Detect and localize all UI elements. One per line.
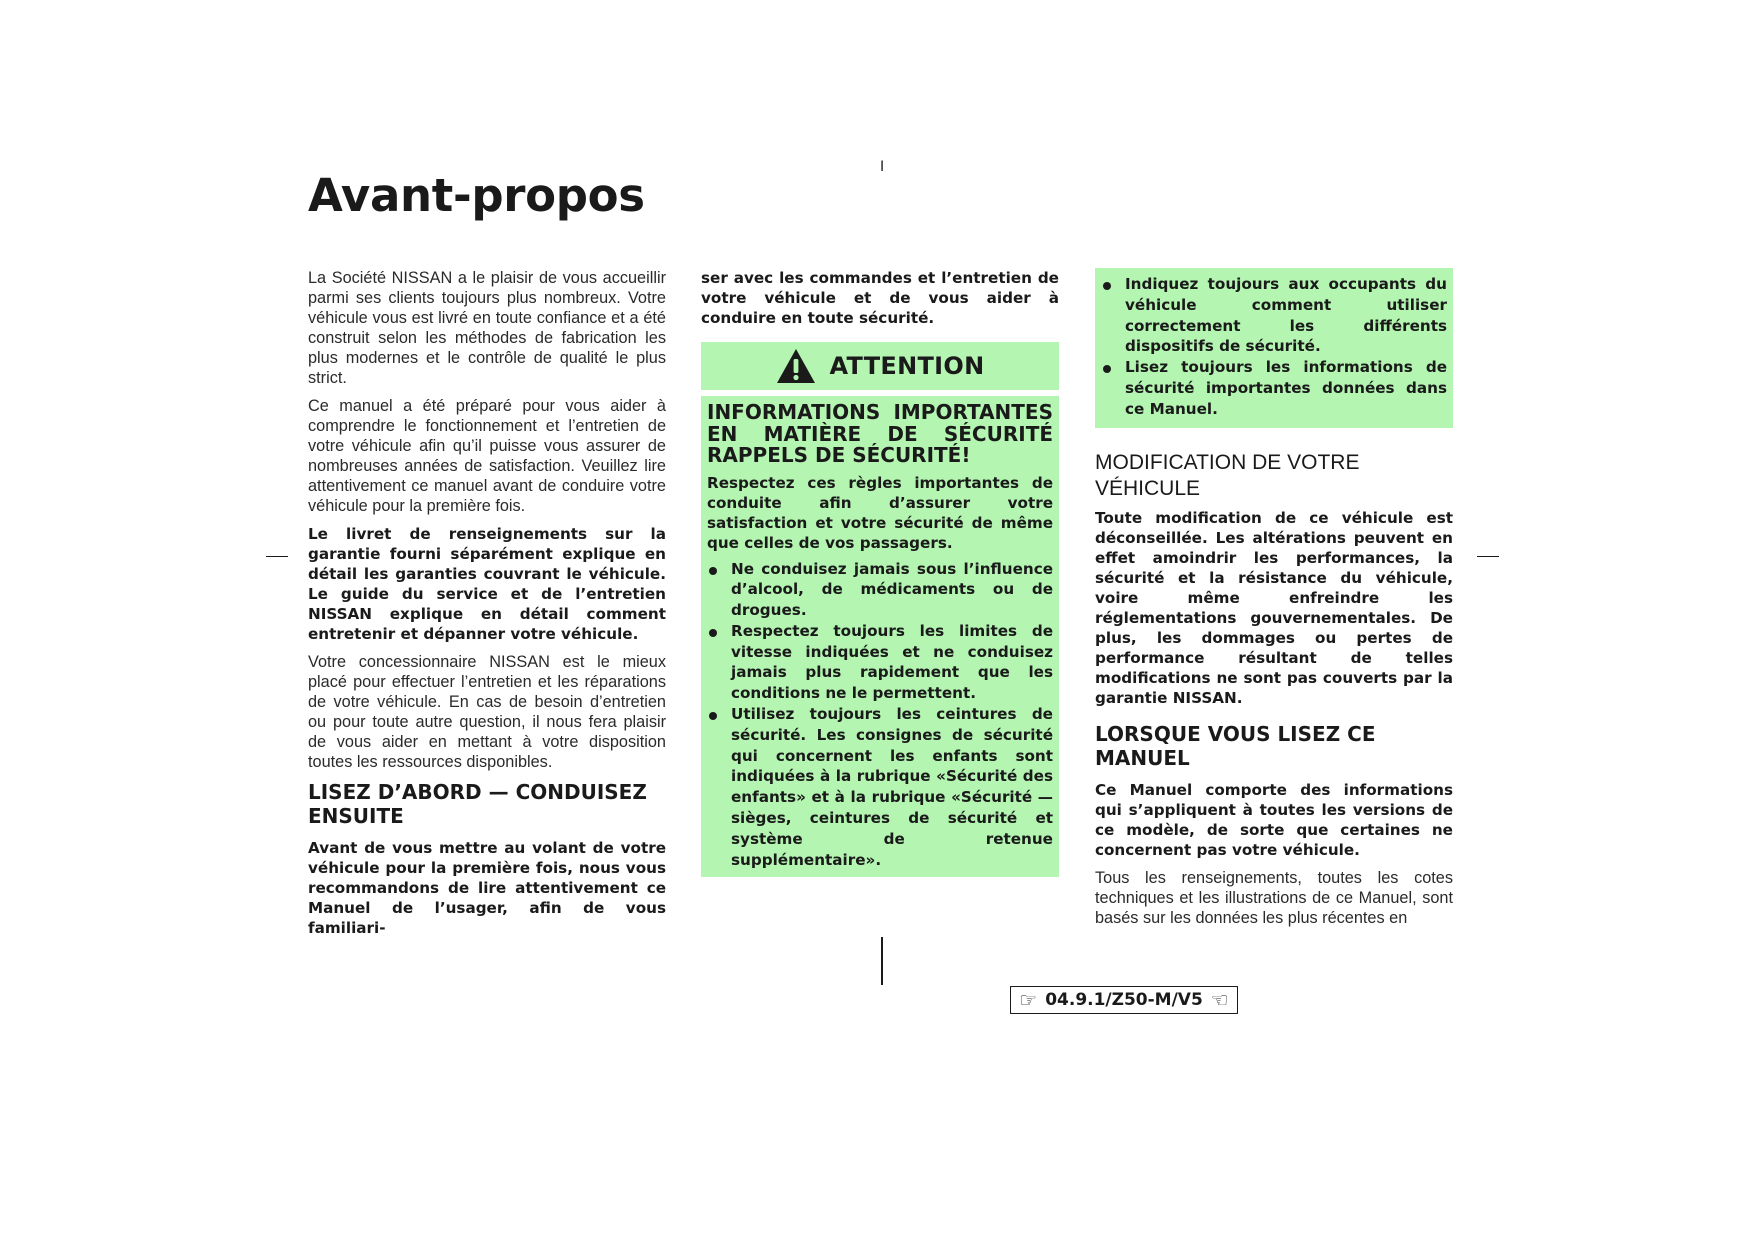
document-code: 04.9.1/Z50-M/V5 <box>1045 990 1203 1010</box>
safety-bullet-list <box>707 559 1053 871</box>
margin-tick-right <box>1477 556 1499 557</box>
bullet-dot-icon <box>709 629 717 637</box>
margin-tick-left <box>266 556 288 557</box>
column-3 <box>1095 268 1453 936</box>
attention-label: ATTENTION <box>829 352 985 380</box>
intro-paragraph: La Société NISSAN a le plaisir de vous accueillir parmi ses clients toujours plus nombreux. Votre véhicule vous est livré en toute confiance et a été construit selon les méthodes de fabrication les plus modernes et le contrôle de qualité le plus strict. <box>308 269 666 387</box>
dealer-paragraph: Votre concessionnaire NISSAN est le mieux placé pour effectuer l’entretien et les réparations de votre véhicule. En cas de besoin d’entretien ou pour toute autre question, il nous fera plaisir de vous aider en mettant à votre disposition toutes les ressources disponibles. <box>308 653 666 771</box>
read-first-paragraph: Avant de vous mettre au volant de votre véhicule pour la première fois, nous vous recommandons de lire attentivement ce Manuel de l’usager, afin de vous familiari- <box>308 839 666 937</box>
column-1 <box>308 268 666 946</box>
center-rule <box>881 937 883 985</box>
warranty-paragraph: Le livret de renseignements sur la garantie fourni séparément explique en détail les garanties couvrant le véhicule. Le guide du service et de l’entretien NISSAN explique en détail comment entretenir et dépanner votre véhicule. <box>308 525 666 643</box>
list-item: Ne conduisez jamais sous l’influence d’alcool, de médicaments ou de drogues. <box>707 559 1053 621</box>
bullet-dot-icon <box>1103 282 1111 290</box>
list-item: Utilisez toujours les ceintures de sécurité. Les consignes de sécurité qui concernent les enfants sont indiquées à la rubrique «Sécurité des enfants» et à la rubrique «Sécurité — sièges, ceintures de sécurité et système de retenue supplémentaire». <box>707 704 1053 870</box>
list-item: Lisez toujours les informations de sécurité importantes données dans ce Manuel. <box>1101 357 1447 419</box>
list-item: Respectez toujours les limites de vitesse indiquées et ne conduisez jamais plus rapidement que les conditions ne le permettent. <box>707 621 1053 704</box>
safety-bullet-list-continued <box>1101 274 1447 420</box>
section-heading-modification: MODIFICATION DE VOTRE VÉHICULE <box>1095 450 1360 500</box>
bullet-dot-icon <box>709 567 717 575</box>
bullet-dot-icon <box>1103 365 1111 373</box>
manual-purpose-paragraph: Ce manuel a été préparé pour vous aider à comprendre le fonctionnement et l’entretien de votre véhicule afin qu’il puisse vous assurer de nombreuses années de satisfaction. Veuillez lire attentivement ce manuel avant de conduire votre véhicule pour la première fois. <box>308 397 666 515</box>
reading-manual-paragraph: Ce Manuel comporte des informations qui s’appliquent à toutes les versions de ce modèle, de sorte que certaines ne concernent pas votre véhicule. <box>1095 780 1453 859</box>
list-item: Indiquez toujours aux occupants du véhicule comment utiliser correctement les différents dispositifs de sécurité. <box>1101 274 1447 357</box>
safety-warning-intro: Respectez ces règles importantes de conduite afin d’assurer votre satisfaction et votre sécurité de même que celles de vos passagers. <box>707 473 1053 552</box>
document-code-box <box>1010 986 1238 1014</box>
warning-triangle-icon <box>776 348 816 384</box>
page-title: Avant-propos <box>308 169 645 222</box>
bullet-dot-icon <box>709 712 717 720</box>
modification-paragraph: Toute modification de ce véhicule est déconseillée. Les altérations peuvent en effet amoindrir les performances, la sécurité et la résistance du véhicule, voire même enfreindre les réglementations gouvernementales. De plus, les dommages ou pertes de performance résultant de telles modifications ne sont pas couverts par la garantie NISSAN. <box>1095 508 1453 707</box>
page-marker: I <box>880 159 885 175</box>
continued-paragraph: ser avec les commandes et l’entretien de votre véhicule et de vous aider à conduire en toute sécurité. <box>701 269 1059 327</box>
pointing-hand-left-icon: ☜ <box>1210 988 1229 1012</box>
specifications-paragraph: Tous les renseignements, toutes les cotes techniques et les illustrations de ce Manuel, sont basés sur les données les plus récentes en <box>1095 868 1453 927</box>
safety-warning-heading: INFORMATIONS IMPORTANTES EN MATIÈRE DE SÉCURITÉ RAPPELS DE SÉCURITÉ! <box>707 400 1053 467</box>
column-2 <box>701 268 1059 877</box>
section-heading-reading-manual: LORSQUE VOUS LISEZ CE MANUEL <box>1095 721 1376 770</box>
safety-continued-box <box>1095 268 1453 428</box>
section-heading-read-first: LISEZ D’ABORD — CONDUISEZ ENSUITE <box>308 780 647 828</box>
safety-warning-box <box>701 396 1059 877</box>
attention-banner <box>701 342 1059 390</box>
pointing-hand-right-icon: ☞ <box>1019 988 1038 1012</box>
